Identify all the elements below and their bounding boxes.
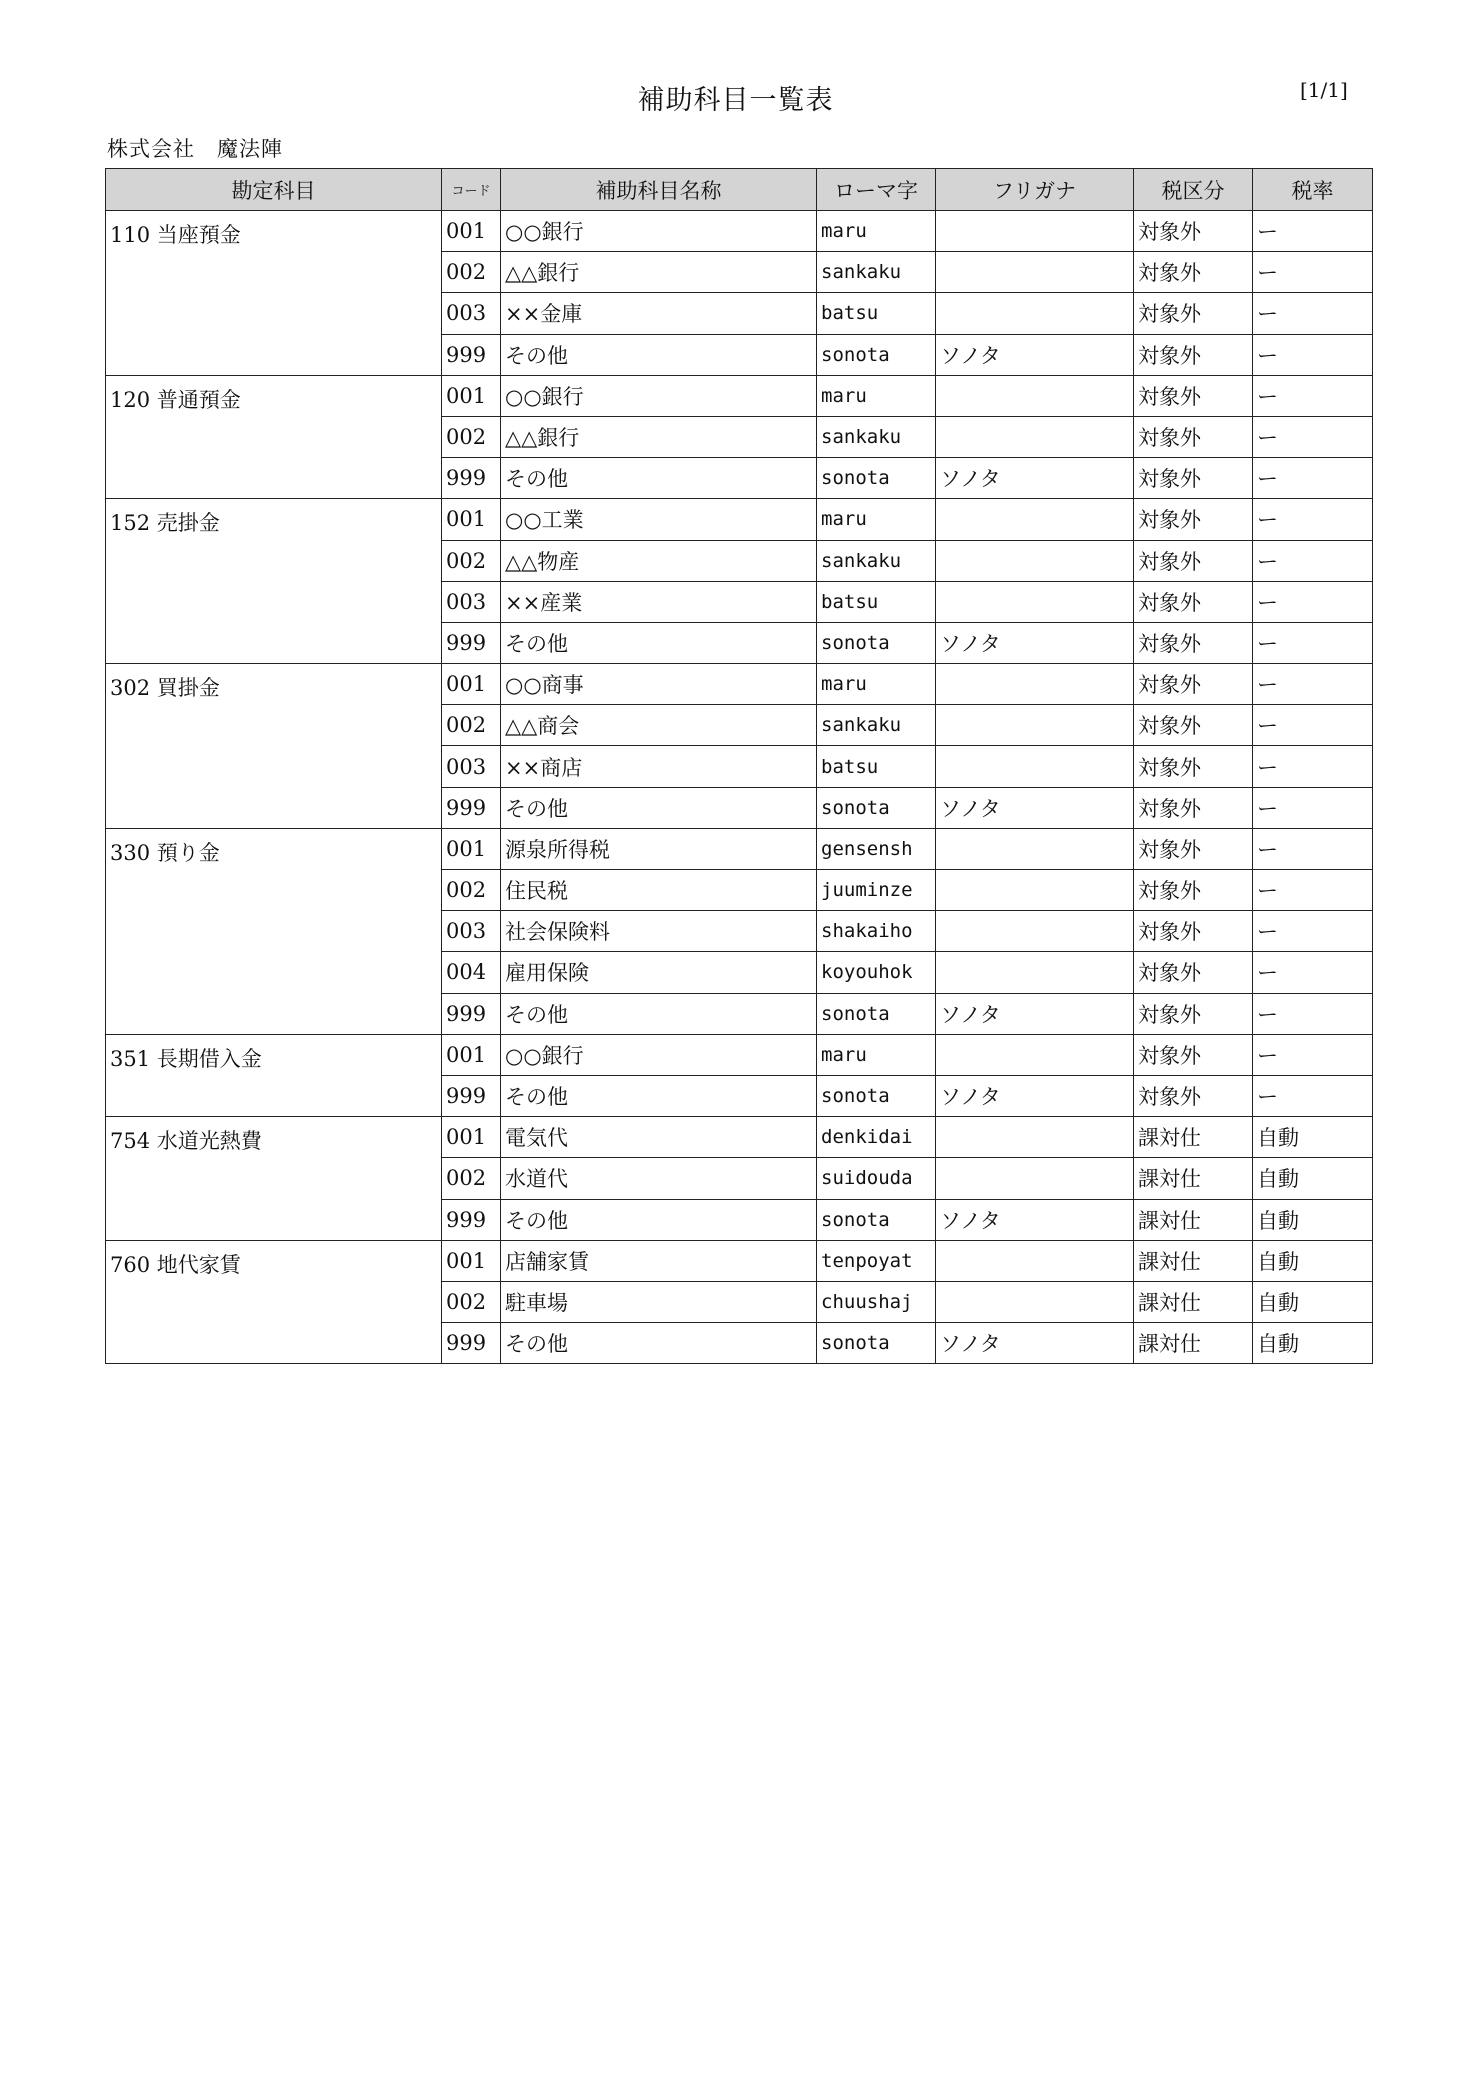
- furigana-cell: [936, 375, 1134, 416]
- subaccount-name-cell: ○○商事: [501, 664, 817, 705]
- tax-rate-cell: ー: [1253, 622, 1373, 663]
- subaccount-name-cell: その他: [501, 1075, 817, 1116]
- tax-rate-cell: ー: [1253, 375, 1373, 416]
- page-number: [1/1]: [1300, 78, 1348, 102]
- tax-rate-cell: ー: [1253, 1075, 1373, 1116]
- tax-rate-cell: ー: [1253, 581, 1373, 622]
- romaji-cell: maru: [817, 499, 936, 540]
- tax-rate-cell: ー: [1253, 911, 1373, 952]
- furigana-cell: [936, 664, 1134, 705]
- furigana-cell: ソノタ: [936, 1323, 1134, 1364]
- header-row: [106, 169, 1373, 211]
- code-cell: 002: [442, 540, 501, 581]
- romaji-cell: sonota: [817, 993, 936, 1034]
- tax-category-cell: 対象外: [1134, 911, 1253, 952]
- romaji-cell: sankaku: [817, 252, 936, 293]
- code-cell: 999: [442, 993, 501, 1034]
- table-body: [106, 211, 1373, 1364]
- code-cell: 999: [442, 1075, 501, 1116]
- tax-category-cell: 課対仕: [1134, 1117, 1253, 1158]
- tax-rate-cell: ー: [1253, 952, 1373, 993]
- subaccount-name-cell: ○○銀行: [501, 375, 817, 416]
- subaccount-name-cell: その他: [501, 458, 817, 499]
- table-row: [106, 1034, 1373, 1075]
- table-row: [106, 664, 1373, 705]
- tax-category-cell: 課対仕: [1134, 1323, 1253, 1364]
- account-cell: 120 普通預金: [106, 375, 442, 499]
- code-cell: 999: [442, 458, 501, 499]
- subaccount-name-cell: 水道代: [501, 1158, 817, 1199]
- subaccount-name-cell: ××商店: [501, 746, 817, 787]
- tax-rate-cell: ー: [1253, 540, 1373, 581]
- tax-category-cell: 対象外: [1134, 787, 1253, 828]
- subaccount-name-cell: 雇用保険: [501, 952, 817, 993]
- subaccount-name-cell: ○○銀行: [501, 211, 817, 252]
- subaccount-name-cell: 住民税: [501, 870, 817, 911]
- romaji-cell: shakaiho: [817, 911, 936, 952]
- romaji-cell: sankaku: [817, 416, 936, 457]
- romaji-cell: sonota: [817, 1199, 936, 1240]
- tax-category-cell: 対象外: [1134, 1075, 1253, 1116]
- tax-category-cell: 課対仕: [1134, 1240, 1253, 1281]
- code-cell: 001: [442, 1240, 501, 1281]
- account-cell: 754 水道光熱費: [106, 1117, 442, 1241]
- tax-rate-cell: ー: [1253, 334, 1373, 375]
- sub-account-table: [105, 168, 1373, 1364]
- romaji-cell: maru: [817, 664, 936, 705]
- account-cell: 152 売掛金: [106, 499, 442, 664]
- code-cell: 002: [442, 1281, 501, 1322]
- furigana-cell: [936, 952, 1134, 993]
- furigana-cell: [936, 211, 1134, 252]
- tax-category-cell: 対象外: [1134, 252, 1253, 293]
- tax-rate-cell: ー: [1253, 664, 1373, 705]
- furigana-cell: ソノタ: [936, 334, 1134, 375]
- tax-rate-cell: ー: [1253, 499, 1373, 540]
- tax-category-cell: 対象外: [1134, 375, 1253, 416]
- romaji-cell: juuminze: [817, 870, 936, 911]
- furigana-cell: [936, 293, 1134, 334]
- furigana-cell: [936, 705, 1134, 746]
- furigana-cell: [936, 1117, 1134, 1158]
- table-row: [106, 499, 1373, 540]
- company-name: 株式会社 魔法陣: [107, 137, 283, 161]
- furigana-cell: ソノタ: [936, 458, 1134, 499]
- table-row: [106, 1240, 1373, 1281]
- tax-category-cell: 対象外: [1134, 458, 1253, 499]
- subaccount-name-cell: ××産業: [501, 581, 817, 622]
- column-header-furigana: フリガナ: [936, 169, 1134, 211]
- subaccount-name-cell: △△銀行: [501, 416, 817, 457]
- tax-rate-cell: 自動: [1253, 1158, 1373, 1199]
- furigana-cell: ソノタ: [936, 622, 1134, 663]
- subaccount-name-cell: △△物産: [501, 540, 817, 581]
- furigana-cell: [936, 416, 1134, 457]
- subaccount-name-cell: その他: [501, 334, 817, 375]
- romaji-cell: sonota: [817, 458, 936, 499]
- furigana-cell: [936, 540, 1134, 581]
- subaccount-name-cell: 電気代: [501, 1117, 817, 1158]
- tax-rate-cell: ー: [1253, 993, 1373, 1034]
- tax-rate-cell: ー: [1253, 211, 1373, 252]
- furigana-cell: [936, 1034, 1134, 1075]
- tax-category-cell: 対象外: [1134, 334, 1253, 375]
- subaccount-name-cell: △△銀行: [501, 252, 817, 293]
- tax-rate-cell: ー: [1253, 293, 1373, 334]
- subaccount-name-cell: ○○銀行: [501, 1034, 817, 1075]
- subaccount-name-cell: 店舗家賃: [501, 1240, 817, 1281]
- tax-rate-cell: ー: [1253, 828, 1373, 869]
- account-cell: 330 預り金: [106, 828, 442, 1034]
- code-cell: 002: [442, 1158, 501, 1199]
- tax-category-cell: 対象外: [1134, 705, 1253, 746]
- romaji-cell: sonota: [817, 787, 936, 828]
- tax-rate-cell: ー: [1253, 1034, 1373, 1075]
- romaji-cell: maru: [817, 375, 936, 416]
- furigana-cell: ソノタ: [936, 1075, 1134, 1116]
- romaji-cell: sonota: [817, 1323, 936, 1364]
- tax-rate-cell: 自動: [1253, 1240, 1373, 1281]
- furigana-cell: [936, 1281, 1134, 1322]
- tax-category-cell: 対象外: [1134, 293, 1253, 334]
- romaji-cell: sonota: [817, 1075, 936, 1116]
- romaji-cell: sankaku: [817, 705, 936, 746]
- tax-rate-cell: 自動: [1253, 1323, 1373, 1364]
- romaji-cell: koyouhok: [817, 952, 936, 993]
- romaji-cell: maru: [817, 211, 936, 252]
- tax-category-cell: 対象外: [1134, 540, 1253, 581]
- romaji-cell: gensensh: [817, 828, 936, 869]
- code-cell: 003: [442, 293, 501, 334]
- column-header-tax-rate: 税率: [1253, 169, 1373, 211]
- tax-category-cell: 対象外: [1134, 211, 1253, 252]
- tax-rate-cell: 自動: [1253, 1199, 1373, 1240]
- subaccount-name-cell: その他: [501, 1199, 817, 1240]
- tax-rate-cell: ー: [1253, 458, 1373, 499]
- tax-category-cell: 対象外: [1134, 870, 1253, 911]
- tax-category-cell: 対象外: [1134, 993, 1253, 1034]
- column-header-name: 補助科目名称: [501, 169, 817, 211]
- code-cell: 001: [442, 211, 501, 252]
- romaji-cell: sonota: [817, 622, 936, 663]
- subaccount-name-cell: ××金庫: [501, 293, 817, 334]
- code-cell: 003: [442, 746, 501, 787]
- code-cell: 003: [442, 911, 501, 952]
- tax-category-cell: 対象外: [1134, 952, 1253, 993]
- table-row: [106, 1117, 1373, 1158]
- account-cell: 760 地代家賃: [106, 1240, 442, 1364]
- furigana-cell: [936, 499, 1134, 540]
- subaccount-name-cell: その他: [501, 1323, 817, 1364]
- code-cell: 999: [442, 1199, 501, 1240]
- table-row: [106, 211, 1373, 252]
- subaccount-name-cell: その他: [501, 993, 817, 1034]
- code-cell: 003: [442, 581, 501, 622]
- code-cell: 999: [442, 1323, 501, 1364]
- romaji-cell: sankaku: [817, 540, 936, 581]
- tax-rate-cell: ー: [1253, 870, 1373, 911]
- subaccount-name-cell: 社会保険料: [501, 911, 817, 952]
- tax-category-cell: 課対仕: [1134, 1199, 1253, 1240]
- furigana-cell: [936, 1158, 1134, 1199]
- subaccount-name-cell: 駐車場: [501, 1281, 817, 1322]
- code-cell: 002: [442, 870, 501, 911]
- code-cell: 004: [442, 952, 501, 993]
- subaccount-name-cell: その他: [501, 787, 817, 828]
- page-title: 補助科目一覧表: [637, 85, 834, 116]
- tax-rate-cell: ー: [1253, 416, 1373, 457]
- furigana-cell: ソノタ: [936, 787, 1134, 828]
- tax-category-cell: 対象外: [1134, 499, 1253, 540]
- code-cell: 001: [442, 1034, 501, 1075]
- code-cell: 001: [442, 828, 501, 869]
- code-cell: 001: [442, 1117, 501, 1158]
- code-cell: 999: [442, 787, 501, 828]
- furigana-cell: ソノタ: [936, 993, 1134, 1034]
- furigana-cell: [936, 581, 1134, 622]
- code-cell: 999: [442, 622, 501, 663]
- code-cell: 001: [442, 664, 501, 705]
- tax-category-cell: 対象外: [1134, 664, 1253, 705]
- tax-category-cell: 対象外: [1134, 746, 1253, 787]
- tax-category-cell: 課対仕: [1134, 1281, 1253, 1322]
- romaji-cell: maru: [817, 1034, 936, 1075]
- furigana-cell: [936, 911, 1134, 952]
- tax-rate-cell: 自動: [1253, 1281, 1373, 1322]
- tax-rate-cell: ー: [1253, 705, 1373, 746]
- tax-category-cell: 対象外: [1134, 828, 1253, 869]
- code-cell: 002: [442, 252, 501, 293]
- tax-category-cell: 対象外: [1134, 581, 1253, 622]
- column-header-romaji: ローマ字: [817, 169, 936, 211]
- tax-rate-cell: ー: [1253, 746, 1373, 787]
- furigana-cell: [936, 1240, 1134, 1281]
- romaji-cell: tenpoyat: [817, 1240, 936, 1281]
- subaccount-name-cell: 源泉所得税: [501, 828, 817, 869]
- romaji-cell: batsu: [817, 293, 936, 334]
- romaji-cell: suidouda: [817, 1158, 936, 1199]
- account-cell: 351 長期借入金: [106, 1034, 442, 1116]
- account-cell: 302 買掛金: [106, 664, 442, 829]
- code-cell: 002: [442, 416, 501, 457]
- code-cell: 002: [442, 705, 501, 746]
- romaji-cell: denkidai: [817, 1117, 936, 1158]
- code-cell: 001: [442, 375, 501, 416]
- tax-category-cell: 対象外: [1134, 1034, 1253, 1075]
- column-header-code: コード: [442, 169, 501, 211]
- column-header-account: 勘定科目: [106, 169, 442, 211]
- table-header: [106, 169, 1373, 211]
- tax-rate-cell: ー: [1253, 252, 1373, 293]
- subaccount-name-cell: その他: [501, 622, 817, 663]
- furigana-cell: [936, 252, 1134, 293]
- tax-category-cell: 対象外: [1134, 416, 1253, 457]
- furigana-cell: [936, 746, 1134, 787]
- romaji-cell: sonota: [817, 334, 936, 375]
- column-header-tax-category: 税区分: [1134, 169, 1253, 211]
- code-cell: 999: [442, 334, 501, 375]
- tax-rate-cell: 自動: [1253, 1117, 1373, 1158]
- romaji-cell: chuushaj: [817, 1281, 936, 1322]
- subaccount-name-cell: ○○工業: [501, 499, 817, 540]
- code-cell: 001: [442, 499, 501, 540]
- furigana-cell: ソノタ: [936, 1199, 1134, 1240]
- table-row: [106, 828, 1373, 869]
- tax-rate-cell: ー: [1253, 787, 1373, 828]
- tax-category-cell: 課対仕: [1134, 1158, 1253, 1199]
- furigana-cell: [936, 870, 1134, 911]
- subaccount-name-cell: △△商会: [501, 705, 817, 746]
- account-cell: 110 当座預金: [106, 211, 442, 376]
- romaji-cell: batsu: [817, 581, 936, 622]
- furigana-cell: [936, 828, 1134, 869]
- romaji-cell: batsu: [817, 746, 936, 787]
- tax-category-cell: 対象外: [1134, 622, 1253, 663]
- table-row: [106, 375, 1373, 416]
